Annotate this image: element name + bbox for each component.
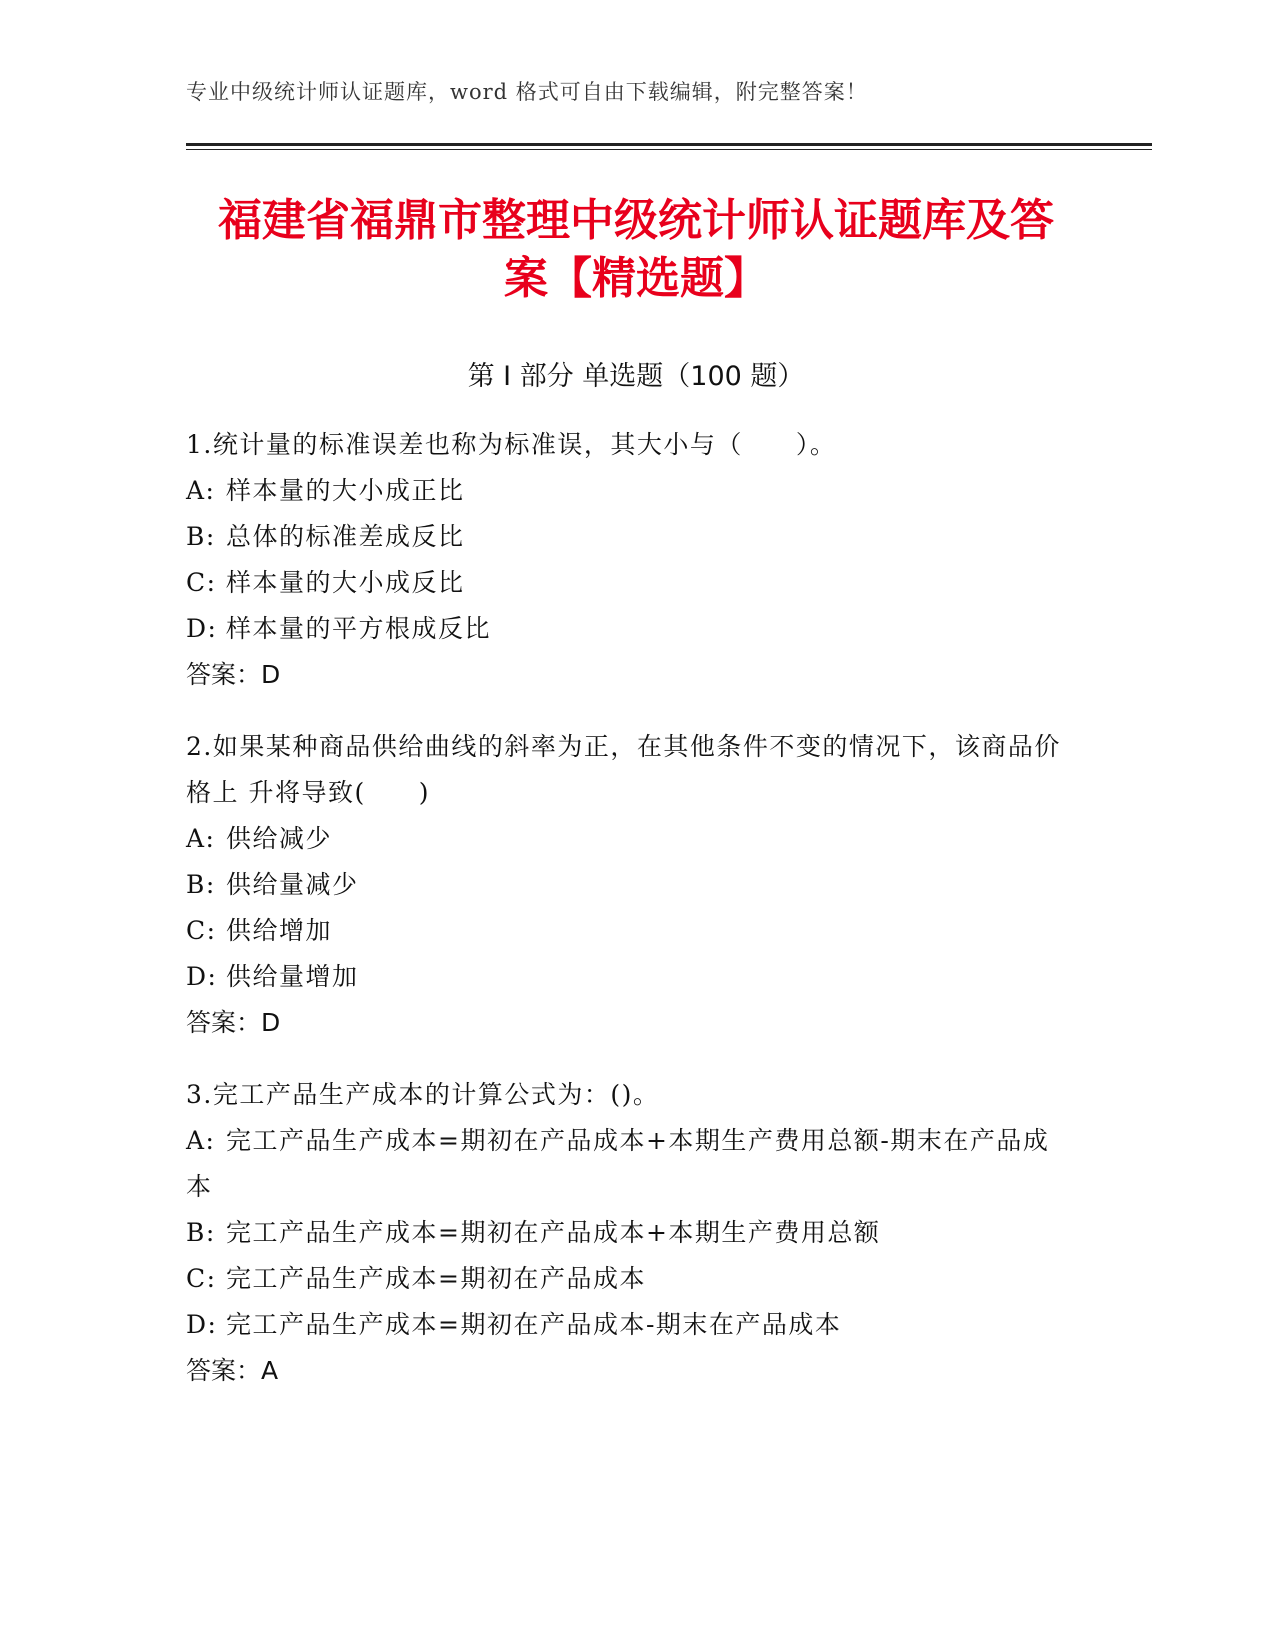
option-key: C:	[186, 916, 217, 945]
option-a	[186, 468, 1066, 514]
answer: 答案：D	[186, 660, 281, 689]
option-text: 总体的标准差成反比	[226, 522, 465, 551]
answer: 答案：A	[186, 1356, 279, 1385]
option-key: D:	[186, 614, 218, 643]
option-key: C:	[186, 1264, 217, 1293]
option-text: 供给量减少	[226, 870, 359, 899]
question-stem: 2.如果某种商品供给曲线的斜率为正，在其他条件不变的情况下，该商品价格上 升将导致( )	[186, 732, 1061, 807]
question-1	[186, 422, 1066, 698]
header-rule-thick	[186, 143, 1152, 146]
option-text: 样本量的平方根成反比	[226, 614, 492, 643]
option-d	[186, 1302, 1066, 1348]
option-key: A:	[186, 824, 216, 853]
option-text: 完工产品生产成本=期初在产品成本+本期生产费用总额	[226, 1218, 881, 1247]
option-key: D:	[186, 962, 218, 991]
option-d	[186, 606, 1066, 652]
option-text: 完工产品生产成本=期初在产品成本+本期生产费用总额-期末在产品成本	[186, 1126, 1050, 1201]
option-b	[186, 1210, 1066, 1256]
option-key: B:	[186, 1218, 216, 1247]
option-b	[186, 862, 1066, 908]
option-c	[186, 560, 1066, 606]
document-title-line-1: 福建省福鼎市整理中级统计师认证题库及答	[218, 195, 1054, 246]
question-stem: 3.完工产品生产成本的计算公式为：()。	[186, 1080, 660, 1109]
option-c	[186, 1256, 1066, 1302]
option-d	[186, 954, 1066, 1000]
question-2	[186, 724, 1066, 1046]
header-rule-thin	[186, 149, 1152, 150]
header-note: 专业中级统计师认证题库，word 格式可自由下载编辑，附完整答案！	[186, 80, 868, 104]
option-a	[186, 816, 1066, 862]
option-text: 供给减少	[226, 824, 333, 853]
option-text: 完工产品生产成本=期初在产品成本-期末在产品成本	[226, 1310, 842, 1339]
section-title: 第 I 部分 单选题（100 题）	[467, 361, 805, 392]
option-b	[186, 514, 1066, 560]
option-text: 供给量增加	[226, 962, 359, 991]
option-text: 样本量的大小成正比	[226, 476, 465, 505]
option-key: D:	[186, 1310, 218, 1339]
option-c	[186, 908, 1066, 954]
question-3	[186, 1072, 1066, 1394]
option-key: C:	[186, 568, 217, 597]
option-text: 完工产品生产成本=期初在产品成本	[226, 1264, 646, 1293]
document-title-line-2: 案【精选题】	[504, 253, 768, 304]
option-a	[186, 1118, 1066, 1210]
option-text: 供给增加	[226, 916, 333, 945]
option-key: B:	[186, 522, 216, 551]
option-key: A:	[186, 1126, 216, 1155]
answer: 答案：D	[186, 1008, 281, 1037]
question-stem: 1.统计量的标准误差也称为标准误，其大小与（ ）。	[186, 430, 837, 459]
option-key: B:	[186, 870, 216, 899]
option-key: A:	[186, 476, 216, 505]
document-title	[186, 192, 1086, 308]
option-text: 样本量的大小成反比	[226, 568, 465, 597]
